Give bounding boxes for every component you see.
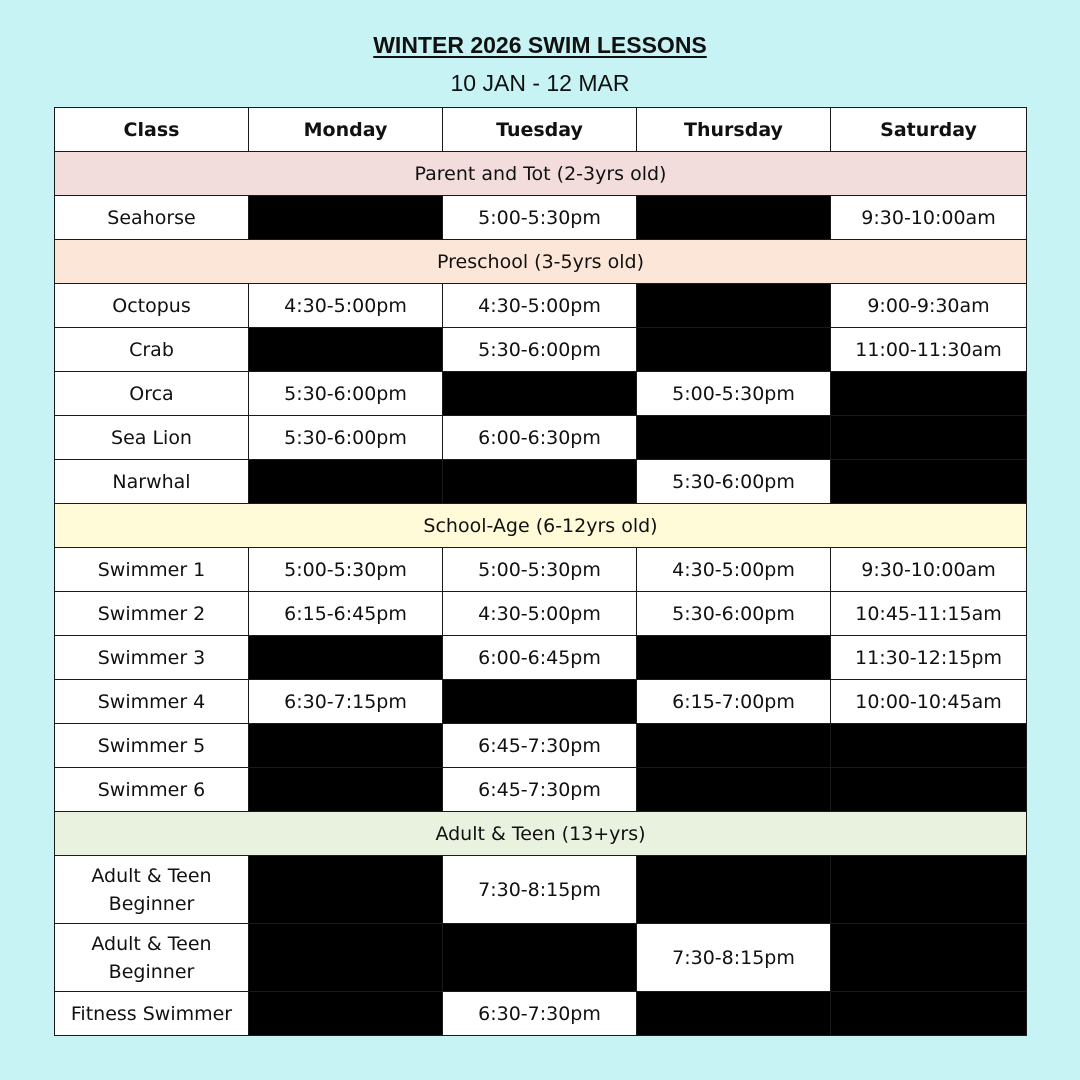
thursday-time-slot: 4:30-5:00pm	[637, 548, 831, 592]
monday-unavailable-cell	[249, 196, 443, 240]
class-row	[55, 768, 1027, 812]
monday-time-slot: 5:30-6:00pm	[249, 416, 443, 460]
class-name: Adult & Teen Beginner	[55, 856, 249, 924]
tuesday-time-slot: 5:30-6:00pm	[443, 328, 637, 372]
saturday-unavailable-cell	[831, 924, 1027, 992]
thursday-unavailable-cell	[637, 992, 831, 1036]
monday-unavailable-cell	[249, 724, 443, 768]
tuesday-time-slot: 6:45-7:30pm	[443, 768, 637, 812]
class-row	[55, 724, 1027, 768]
header-row	[55, 108, 1027, 152]
thursday-unavailable-cell	[637, 856, 831, 924]
saturday-time-slot: 9:30-10:00am	[831, 548, 1027, 592]
monday-unavailable-cell	[249, 460, 443, 504]
date-range: 10 JAN - 12 MAR	[450, 70, 630, 96]
page-title: WINTER 2026 SWIM LESSONS	[373, 32, 707, 58]
class-row	[55, 284, 1027, 328]
thursday-unavailable-cell	[637, 416, 831, 460]
class-row	[55, 372, 1027, 416]
class-name: Swimmer 3	[55, 636, 249, 680]
class-row	[55, 924, 1027, 992]
monday-unavailable-cell	[249, 992, 443, 1036]
tuesday-time-slot: 5:00-5:30pm	[443, 196, 637, 240]
class-name: Adult & Teen Beginner	[55, 924, 249, 992]
saturday-unavailable-cell	[831, 768, 1027, 812]
class-name: Sea Lion	[55, 416, 249, 460]
schedule-body	[55, 152, 1027, 1036]
class-row	[55, 856, 1027, 924]
thursday-unavailable-cell	[637, 328, 831, 372]
class-name: Swimmer 2	[55, 592, 249, 636]
saturday-unavailable-cell	[831, 372, 1027, 416]
thursday-unavailable-cell	[637, 636, 831, 680]
class-row	[55, 592, 1027, 636]
class-name: Crab	[55, 328, 249, 372]
saturday-unavailable-cell	[831, 992, 1027, 1036]
thursday-time-slot: 5:00-5:30pm	[637, 372, 831, 416]
tuesday-unavailable-cell	[443, 372, 637, 416]
thursday-unavailable-cell	[637, 284, 831, 328]
header-monday: Monday	[249, 108, 443, 152]
thursday-time-slot: 5:30-6:00pm	[637, 592, 831, 636]
monday-time-slot: 4:30-5:00pm	[249, 284, 443, 328]
tuesday-time-slot: 5:00-5:30pm	[443, 548, 637, 592]
section-row	[55, 240, 1027, 284]
thursday-unavailable-cell	[637, 196, 831, 240]
thursday-time-slot: 7:30-8:15pm	[637, 924, 831, 992]
class-name: Narwhal	[55, 460, 249, 504]
saturday-unavailable-cell	[831, 724, 1027, 768]
class-name: Octopus	[55, 284, 249, 328]
saturday-time-slot: 10:00-10:45am	[831, 680, 1027, 724]
header-tuesday: Tuesday	[443, 108, 637, 152]
monday-unavailable-cell	[249, 856, 443, 924]
class-row	[55, 548, 1027, 592]
tuesday-unavailable-cell	[443, 460, 637, 504]
saturday-time-slot: 9:30-10:00am	[831, 196, 1027, 240]
class-name: Swimmer 5	[55, 724, 249, 768]
tuesday-time-slot: 6:30-7:30pm	[443, 992, 637, 1036]
section-row	[55, 504, 1027, 548]
schedule-table	[54, 107, 1027, 1036]
monday-unavailable-cell	[249, 768, 443, 812]
saturday-time-slot: 10:45-11:15am	[831, 592, 1027, 636]
monday-time-slot: 6:30-7:15pm	[249, 680, 443, 724]
thursday-time-slot: 6:15-7:00pm	[637, 680, 831, 724]
monday-time-slot: 5:30-6:00pm	[249, 372, 443, 416]
saturday-time-slot: 11:00-11:30am	[831, 328, 1027, 372]
header-class: Class	[55, 108, 249, 152]
class-row	[55, 416, 1027, 460]
schedule-header	[55, 108, 1027, 152]
tuesday-unavailable-cell	[443, 924, 637, 992]
thursday-time-slot: 5:30-6:00pm	[637, 460, 831, 504]
class-name: Swimmer 4	[55, 680, 249, 724]
section-heading: School-Age (6-12yrs old)	[55, 504, 1027, 548]
class-row	[55, 636, 1027, 680]
section-heading: Preschool (3-5yrs old)	[55, 240, 1027, 284]
class-name: Fitness Swimmer	[55, 992, 249, 1036]
tuesday-time-slot: 6:00-6:30pm	[443, 416, 637, 460]
class-name: Swimmer 1	[55, 548, 249, 592]
saturday-unavailable-cell	[831, 856, 1027, 924]
tuesday-time-slot: 6:45-7:30pm	[443, 724, 637, 768]
tuesday-time-slot: 6:00-6:45pm	[443, 636, 637, 680]
tuesday-time-slot: 4:30-5:00pm	[443, 284, 637, 328]
header-saturday: Saturday	[831, 108, 1027, 152]
tuesday-unavailable-cell	[443, 680, 637, 724]
monday-time-slot: 5:00-5:30pm	[249, 548, 443, 592]
thursday-unavailable-cell	[637, 768, 831, 812]
class-row	[55, 680, 1027, 724]
section-row	[55, 152, 1027, 196]
saturday-unavailable-cell	[831, 460, 1027, 504]
saturday-time-slot: 11:30-12:15pm	[831, 636, 1027, 680]
class-row	[55, 328, 1027, 372]
tuesday-time-slot: 7:30-8:15pm	[443, 856, 637, 924]
saturday-time-slot: 9:00-9:30am	[831, 284, 1027, 328]
class-name: Seahorse	[55, 196, 249, 240]
section-row	[55, 812, 1027, 856]
monday-unavailable-cell	[249, 328, 443, 372]
class-row	[55, 196, 1027, 240]
monday-unavailable-cell	[249, 924, 443, 992]
tuesday-time-slot: 4:30-5:00pm	[443, 592, 637, 636]
monday-time-slot: 6:15-6:45pm	[249, 592, 443, 636]
class-row	[55, 460, 1027, 504]
monday-unavailable-cell	[249, 636, 443, 680]
section-heading: Adult & Teen (13+yrs)	[55, 812, 1027, 856]
class-row	[55, 992, 1027, 1036]
section-heading: Parent and Tot (2-3yrs old)	[55, 152, 1027, 196]
class-name: Orca	[55, 372, 249, 416]
saturday-unavailable-cell	[831, 416, 1027, 460]
thursday-unavailable-cell	[637, 724, 831, 768]
class-name: Swimmer 6	[55, 768, 249, 812]
header-thursday: Thursday	[637, 108, 831, 152]
